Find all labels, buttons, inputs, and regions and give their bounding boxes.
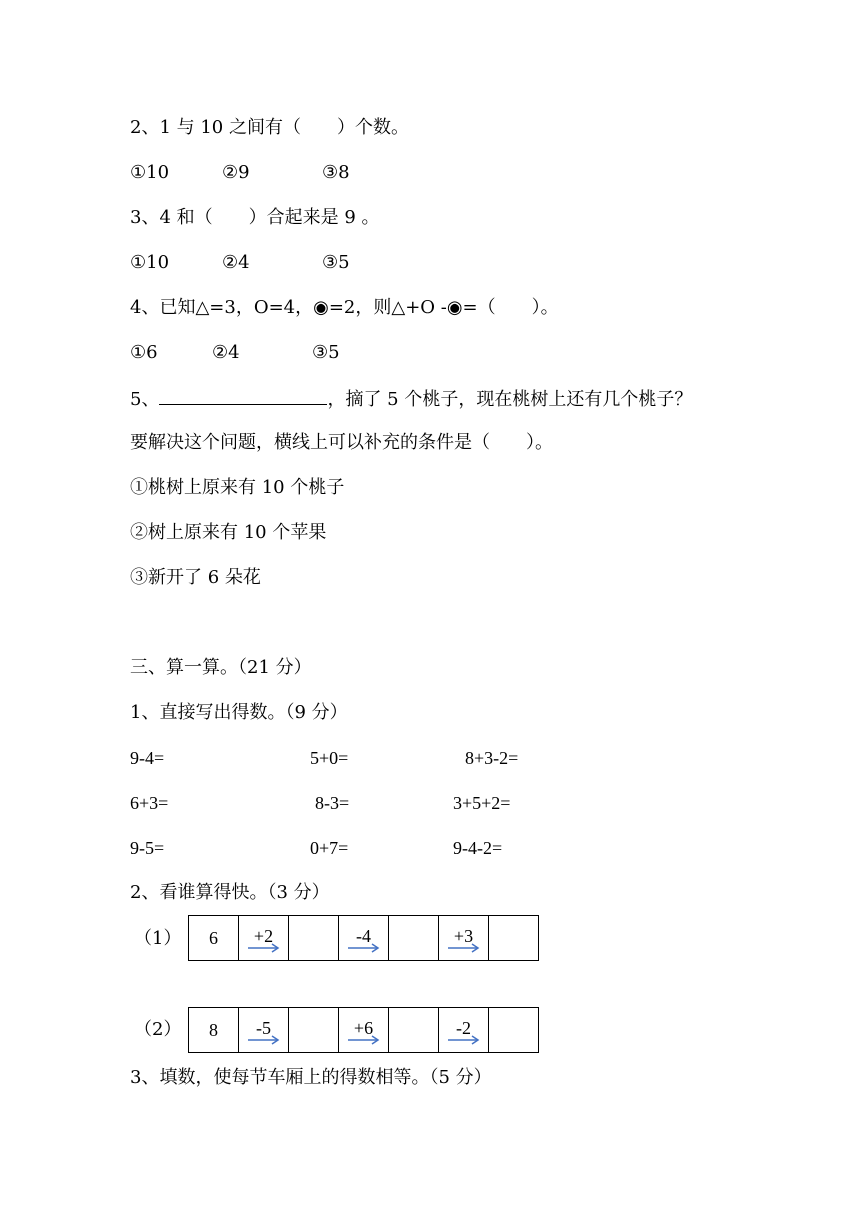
- option-3: ③5: [322, 252, 350, 273]
- answer-blank-line[interactable]: [159, 386, 327, 405]
- operator-cell: -4: [339, 916, 389, 961]
- equation: 9-4=: [130, 748, 165, 768]
- equation: 5+0=: [310, 748, 349, 768]
- answer-cell[interactable]: [389, 1008, 439, 1053]
- arrow-right-icon: [447, 1035, 481, 1045]
- option-2: ②4: [212, 342, 240, 363]
- question-text: ，摘了 5 个桃子，现在桃树上还有几个桃子？: [327, 389, 693, 410]
- start-number-cell: 6: [189, 916, 239, 961]
- question-text-line-2: 要解决这个问题，横线上可以补充的条件是（ ）。: [130, 432, 553, 453]
- answer-cell[interactable]: [489, 1008, 539, 1053]
- equation: 9-4-2=: [453, 838, 503, 858]
- operator-cell: -2: [439, 1008, 489, 1053]
- chain-label: （1）: [134, 928, 182, 949]
- equation: 9-5=: [130, 838, 165, 858]
- arrow-right-icon: [447, 943, 481, 953]
- arrow-right-icon: [347, 1035, 381, 1045]
- part-title: 3、填数，使每节车厢上的得数相等。（5 分）: [130, 1067, 492, 1088]
- part-title: 2、看谁算得快。（3 分）: [130, 882, 330, 903]
- option-1: ①桃树上原来有 10 个桃子: [130, 477, 345, 498]
- equation: 6+3=: [130, 793, 169, 813]
- option-2: ②树上原来有 10 个苹果: [130, 522, 327, 543]
- answer-cell[interactable]: [389, 916, 439, 961]
- operator-cell: +2: [239, 916, 289, 961]
- operator-cell: +3: [439, 916, 489, 961]
- section-title: 三、算一算。（21 分）: [130, 657, 312, 678]
- equation: 3+5+2=: [453, 793, 511, 813]
- arrow-right-icon: [347, 943, 381, 953]
- question-number: 5、: [130, 389, 160, 410]
- part-title: 1、直接写出得数。（9 分）: [130, 702, 348, 723]
- option-3: ③5: [312, 342, 340, 363]
- arrow-right-icon: [247, 943, 281, 953]
- start-number-cell: 8: [189, 1008, 239, 1053]
- option-2: ②9: [222, 162, 250, 183]
- equation: 0+7=: [310, 838, 349, 858]
- question-stem: [130, 386, 692, 412]
- answer-cell[interactable]: [289, 1008, 339, 1053]
- option-3: ③新开了 6 朵花: [130, 567, 261, 588]
- answer-cell[interactable]: [489, 916, 539, 961]
- question-stem: 4、已知△=3，O=4，◉=2，则△+O -◉=（ ）。: [130, 297, 559, 318]
- option-1: ①10: [130, 252, 170, 273]
- calc-chain-2: [188, 1007, 539, 1053]
- question-stem: 2、1 与 10 之间有（ ）个数。: [130, 117, 409, 138]
- operator-cell: -5: [239, 1008, 289, 1053]
- calc-chain-1: [188, 915, 539, 961]
- option-1: ①10: [130, 162, 170, 183]
- answer-cell[interactable]: [289, 916, 339, 961]
- arrow-right-icon: [247, 1035, 281, 1045]
- equation: 8-3=: [315, 793, 350, 813]
- option-2: ②4: [222, 252, 250, 273]
- question-stem: 3、4 和（ ）合起来是 9 。: [130, 207, 380, 228]
- operator-cell: +6: [339, 1008, 389, 1053]
- equation: 8+3-2=: [465, 748, 519, 768]
- option-3: ③8: [322, 162, 350, 183]
- chain-label: （2）: [134, 1019, 182, 1040]
- option-1: ①6: [130, 342, 158, 363]
